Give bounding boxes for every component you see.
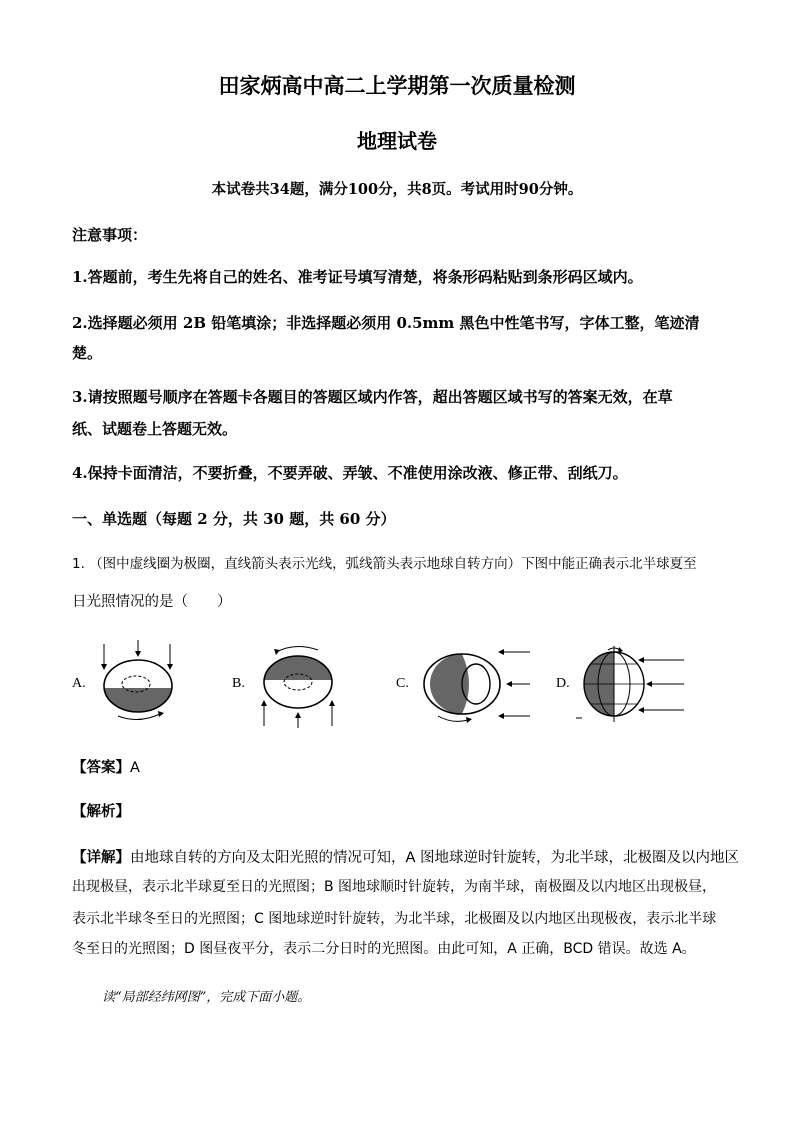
detail-line-1 [72,846,739,867]
answer-line [72,756,140,777]
question-1-stem-cont: 日光照情况的是（ ） [72,594,232,610]
notice-item-2: 2.选择题必须用 2B 铅笔填涂；非选择题必须用 0.5mm 黑色中性笔书写，字体工整，笔迹清 [72,314,700,332]
detail-line-3: 表示北半球冬至日的光照图；C 图地球逆时针旋转，为北半球，北极圈及以内地区出现极夜，表示北半球 [72,911,717,927]
answer-value: A [130,760,140,776]
option-a-label: A. [72,676,86,691]
exam-intro: 本试卷共34题，满分100分，共8页。考试用时90分钟。 [211,181,583,198]
answer-label: 【答案】 [72,760,130,776]
notice-item-3: 3.请按照题号顺序在答题卡各题目的答题区域内作答，超出答题区域书写的答案无效，在草 [72,388,673,406]
notice-item-1: 1.答题前，考生先将自己的姓名、准考证号填写清楚，将条形码粘贴到条形码区域内。 [72,268,643,286]
analysis-label: 【解析】 [72,804,130,820]
next-question-instruction: 读“局部经纬网图”，完成下面小题。 [102,990,311,1005]
option-d-label: D. [556,676,570,691]
notice-heading: 注意事项： [72,226,148,244]
option-c-figure [418,640,530,724]
option-d-figure [576,646,686,726]
notice-item-4: 4.保持卡面清洁，不要折叠，不要弄破、弄皱、不准使用涂改液、修正带、刮纸刀。 [72,464,628,482]
detail-line-4: 冬至日的光照图；D 图昼夜平分，表示二分日时的光照图。由此可知，A 正确，BCD 错误。故选 A。 [72,941,696,957]
option-a-figure [92,640,184,722]
detail-text-1: 由地球自转的方向及太阳光照的情况可知，A 图地球逆时针旋转，为北半球，北极圈及以内地区 [130,850,740,866]
notice-item-2-cont: 楚。 [72,344,103,362]
notice-item-3-cont: 纸、试题卷上答题无效。 [72,420,238,438]
question-1-stem: 1. （图中虚线圈为极圈，直线箭头表示光线，弧线箭头表示地球自转方向）下图中能正确表示北半球夏至 [72,556,697,572]
exam-title: 田家炳高中高二上学期第一次质量检测 [218,73,576,98]
exam-subject: 地理试卷 [357,129,437,153]
section-heading: 一、单选题（每题 2 分，共 30 题，共 60 分） [72,510,396,528]
option-b-figure [252,640,344,732]
detail-line-2: 出现极昼，表示北半球夏至日的光照图；B 图地球顺时针旋转，为南半球，南极圈及以内地区出现极昼， [72,879,717,895]
option-b-label: B. [232,676,245,691]
detail-label: 【详解】 [72,850,130,866]
option-c-label: C. [396,676,409,691]
